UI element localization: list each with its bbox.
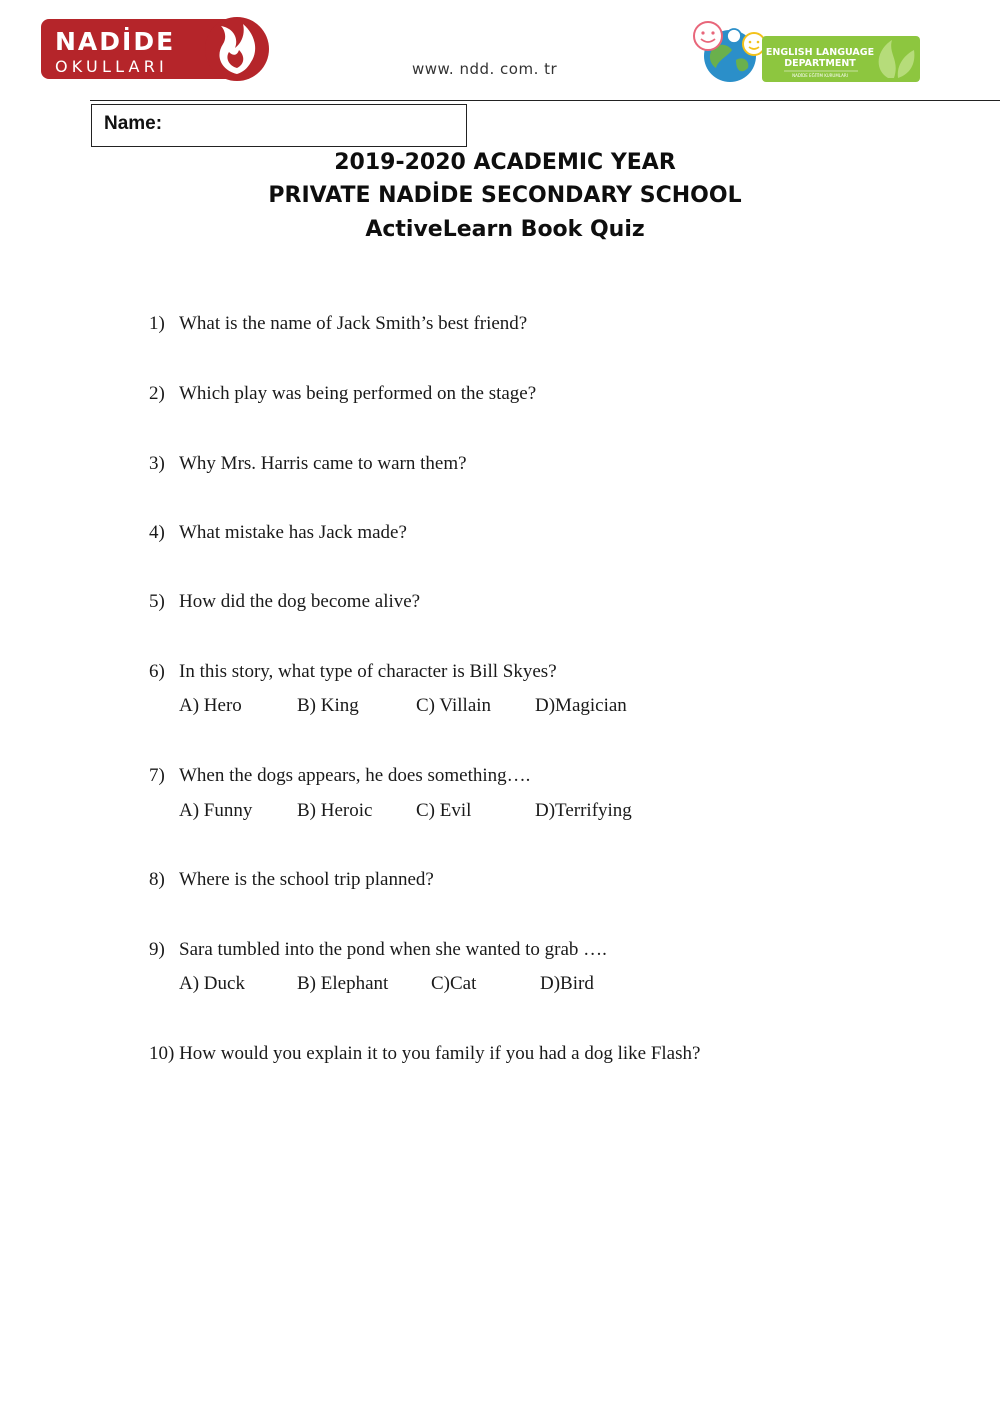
question-text: What is the name of Jack Smith’s best friend? [179, 313, 528, 334]
english-department-logo [688, 20, 923, 84]
question-1: 1) What is the name of Jack Smith’s best friend? [149, 313, 528, 334]
question-text: Where is the school trip planned? [179, 869, 434, 890]
question-6: 6) In this story, what type of character is Bill Skyes? [149, 661, 557, 682]
question-text: Why Mrs. Harris came to warn them? [179, 453, 467, 474]
q7-option-a[interactable]: A) Funny [179, 800, 253, 821]
q9-option-c[interactable]: C)Cat [431, 973, 477, 994]
q6-option-c[interactable]: C) Villain [416, 695, 492, 716]
dept-line2: DEPARTMENT [784, 58, 856, 69]
question-text: How did the dog become alive? [179, 591, 421, 612]
quiz-title: ActiveLearn Book Quiz [365, 217, 645, 242]
header-divider [90, 100, 1000, 101]
question-text: In this story, what type of character is Bill Skyes? [179, 661, 557, 682]
question-text: Sara tumbled into the pond when she wanted to grab …. [179, 939, 607, 960]
nadide-logo [41, 16, 273, 82]
q6-option-a[interactable]: A) Hero [179, 695, 242, 716]
q6-option-d[interactable]: D)Magician [535, 695, 627, 716]
logo-name: NADİDE [55, 27, 176, 56]
name-label: Name: [104, 113, 163, 134]
flame-icon [201, 16, 273, 82]
logo-subtitle: OKULLARI [55, 57, 168, 76]
question-3: 3) Why Mrs. Harris came to warn them? [149, 453, 467, 474]
academic-year-title: 2019-2020 ACADEMIC YEAR [334, 150, 676, 175]
q7-option-d[interactable]: D)Terrifying [535, 800, 632, 821]
question-9: 9) Sara tumbled into the pond when she wanted to grab …. [149, 939, 607, 960]
question-8: 8) Where is the school trip planned? [149, 869, 434, 890]
question-text: When the dogs appears, he does something…. [179, 765, 531, 786]
dept-line1: ENGLISH LANGUAGE [765, 47, 875, 58]
website-url: www. ndd. com. tr [412, 60, 558, 78]
question-5: 5) How did the dog become alive? [149, 591, 421, 612]
question-2: 2) Which play was being performed on the stage? [149, 383, 537, 404]
school-title: PRIVATE NADİDE SECONDARY SCHOOL [268, 183, 742, 208]
question-7: 7) When the dogs appears, he does something…. [149, 765, 531, 786]
name-field[interactable] [91, 104, 467, 147]
q7-option-b[interactable]: B) Heroic [297, 800, 373, 821]
question-text: How would you explain it to you family if you had a dog like Flash? [179, 1043, 701, 1064]
question-text: Which play was being performed on the stage? [179, 383, 537, 404]
question-10: 10) How would you explain it to you family if you had a dog like Flash? [149, 1043, 701, 1064]
question-text: What mistake has Jack made? [179, 522, 407, 543]
q6-option-b[interactable]: B) King [297, 695, 359, 716]
q9-option-d[interactable]: D)Bird [540, 973, 594, 994]
q9-option-b[interactable]: B) Elephant [297, 973, 389, 994]
question-4: 4) What mistake has Jack made? [149, 522, 407, 543]
q9-option-a[interactable]: A) Duck [179, 973, 245, 994]
q7-option-c[interactable]: C) Evil [416, 800, 472, 821]
dept-line3: NADİDE EĞİTİM KURUMLARI [792, 73, 848, 78]
